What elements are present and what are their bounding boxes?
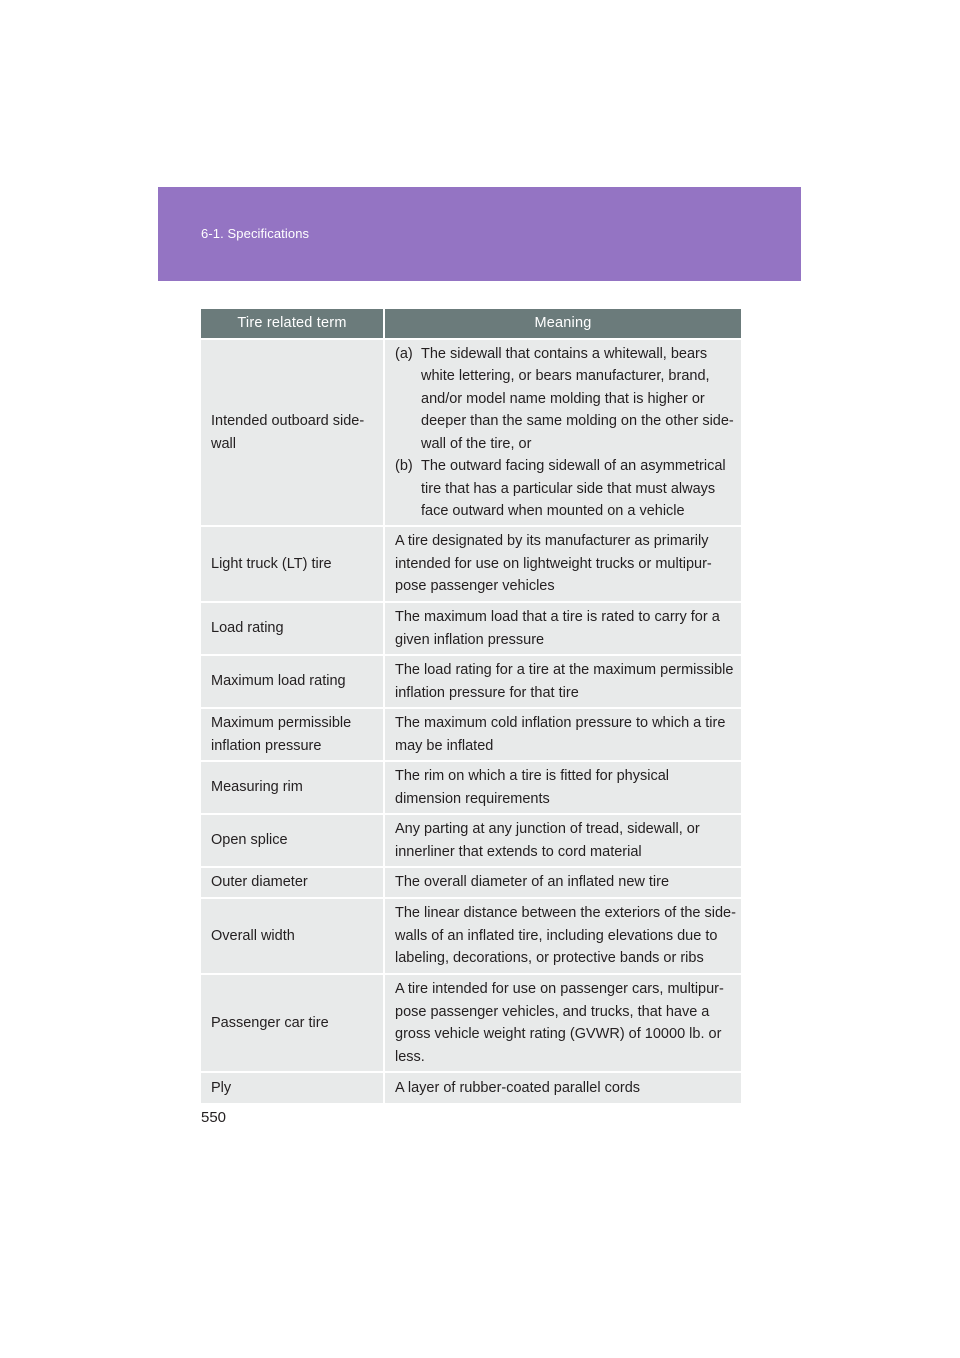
subitem-marker: (a) xyxy=(395,345,413,362)
table-row xyxy=(201,974,741,1072)
term-cell: Open splice xyxy=(201,814,384,867)
meaning-cell: A tire intended for use on passenger cars, multipur-pose passenger vehicles, and trucks, that have a gross vehicle weight rating (GVWR) of 10000 lb. or less. xyxy=(384,974,741,1072)
page-number: 550 xyxy=(201,1109,227,1126)
column-header-meaning: Meaning xyxy=(384,309,741,339)
term-cell: Light truck (LT) tire xyxy=(201,526,384,602)
meaning-cell: A tire designated by its manufacturer as primarily intended for use on lightweight trucks or multipur-pose passenger vehicles xyxy=(384,526,741,602)
column-header-term: Tire related term xyxy=(201,309,384,339)
table-row xyxy=(201,898,741,974)
meaning-cell: A layer of rubber-coated parallel cords xyxy=(384,1072,741,1103)
table-row xyxy=(201,655,741,708)
table-row xyxy=(201,708,741,761)
term-cell: Overall width xyxy=(201,898,384,974)
subitem-text: The sidewall that contains a whitewall, bears white lettering, or bears manufacturer, brand, and/or model name molding that is higher or deeper than the same molding on the other side-wall of the tire, or xyxy=(421,345,734,452)
meaning-cell: The maximum load that a tire is rated to carry for a given inflation pressure xyxy=(384,602,741,655)
term-cell: Measuring rim xyxy=(201,761,384,814)
table-row xyxy=(201,602,741,655)
term-cell: Load rating xyxy=(201,602,384,655)
term-cell: Passenger car tire xyxy=(201,974,384,1072)
meaning-cell: The linear distance between the exteriors of the side-walls of an inflated tire, including elevations due to labeling, decorations, or protective bands or ribs xyxy=(384,898,741,974)
table-row xyxy=(201,814,741,867)
term-cell: Intended outboard side-wall xyxy=(201,339,384,526)
meaning-subitem xyxy=(395,343,741,456)
meaning-cell: The load rating for a tire at the maximum permissible inflation pressure for that tire xyxy=(384,655,741,708)
meaning-cell: The maximum cold inflation pressure to which a tire may be inflated xyxy=(384,708,741,761)
subitem-text: The outward facing sidewall of an asymmetrical tire that has a particular side that must always face outward when mounted on a vehicle xyxy=(421,458,726,519)
meaning-cell: The rim on which a tire is fitted for physical dimension requirements xyxy=(384,761,741,814)
table-row xyxy=(201,761,741,814)
meaning-cell xyxy=(384,339,741,526)
table-row xyxy=(201,1072,741,1103)
table-header-row xyxy=(201,309,741,339)
table-row xyxy=(201,526,741,602)
meaning-cell: The overall diameter of an inflated new tire xyxy=(384,867,741,898)
table-row xyxy=(201,339,741,526)
section-title: 6-1. Specifications xyxy=(201,226,310,241)
meaning-cell: Any parting at any junction of tread, sidewall, or innerliner that extends to cord material xyxy=(384,814,741,867)
tire-terms-table xyxy=(201,309,741,1103)
term-cell: Outer diameter xyxy=(201,867,384,898)
subitem-marker: (b) xyxy=(395,458,413,474)
meaning-subitem xyxy=(395,455,741,523)
term-cell: Maximum permissible inflation pressure xyxy=(201,708,384,761)
term-cell: Maximum load rating xyxy=(201,655,384,708)
table-row xyxy=(201,867,741,898)
term-cell: Ply xyxy=(201,1072,384,1103)
header-band xyxy=(158,187,801,281)
